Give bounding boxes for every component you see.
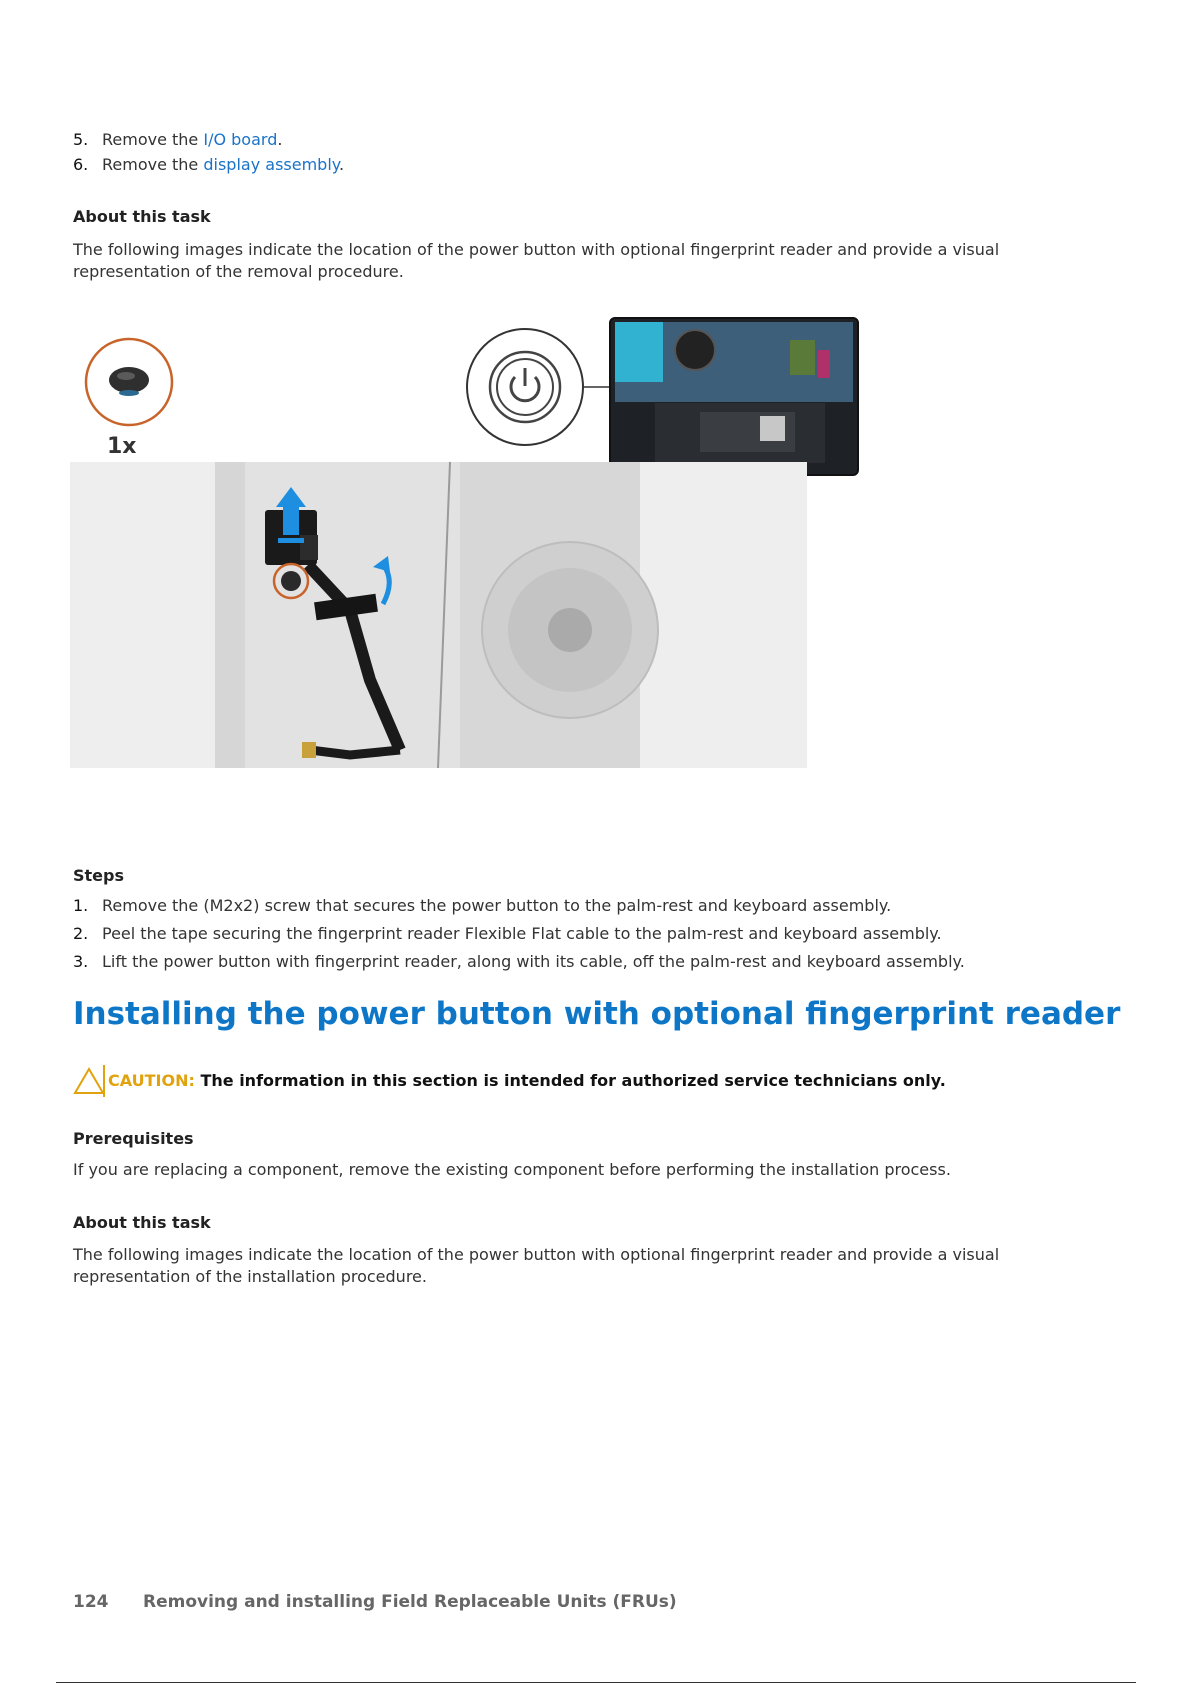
step-text: Remove the (M2x2) screw that secures the power button to the palm-rest and keyboard assembly. xyxy=(102,896,892,915)
caution-icon xyxy=(73,1063,107,1099)
display-assembly-link[interactable]: display assembly xyxy=(203,155,339,174)
caution-text: The information in this section is intended for authorized service technicians only. xyxy=(194,1071,946,1090)
step-number: 3. xyxy=(73,952,89,971)
step-number: 2. xyxy=(73,924,89,943)
screw-callout xyxy=(86,339,172,425)
palm-rest-photo xyxy=(70,462,807,768)
laptop-overview xyxy=(610,318,858,475)
section-title: Installing the power button with optional fingerprint reader xyxy=(73,996,1121,1032)
about-task-line: The following images indicate the location of the power button with optional fingerprint reader and provide a visual xyxy=(73,240,1000,259)
screw-count: 1x xyxy=(107,434,137,459)
footer-title: Removing and installing Field Replaceable Units (FRUs) xyxy=(143,1592,677,1612)
removal-figure xyxy=(70,310,870,830)
about-task-heading: About this task xyxy=(73,207,211,226)
step-number: 1. xyxy=(73,896,89,915)
power-icon xyxy=(467,329,620,445)
prerequisites-text: If you are replacing a component, remove the existing component before performing the installation process. xyxy=(73,1160,951,1179)
steps-heading: Steps xyxy=(73,866,124,885)
step-text: Lift the power button with fingerprint reader, along with its cable, off the palm-rest and keyboard assembly. xyxy=(102,952,965,971)
step-text: Remove the xyxy=(102,155,204,174)
step-text: Peel the tape securing the fingerprint reader Flexible Flat cable to the palm-rest and keyboard assembly. xyxy=(102,924,942,943)
step-suffix: . xyxy=(277,130,283,149)
io-board-link[interactable]: I/O board xyxy=(203,130,278,149)
page-number: 124 xyxy=(73,1592,109,1612)
about-install-text xyxy=(73,1244,999,1288)
step-number: 5. xyxy=(73,130,89,149)
about-install-line: representation of the installation procedure. xyxy=(73,1267,427,1286)
caution-note xyxy=(108,1071,946,1090)
step-suffix: . xyxy=(338,155,345,174)
about-task-text xyxy=(73,239,999,283)
about-task-line: representation of the removal procedure. xyxy=(73,262,404,281)
about-install-heading: About this task xyxy=(73,1213,211,1232)
footer-rule xyxy=(56,1682,1136,1683)
prerequisites-heading: Prerequisites xyxy=(73,1129,194,1148)
step-text: Remove the xyxy=(102,130,204,149)
caution-label: CAUTION: xyxy=(108,1071,195,1090)
step-number: 6. xyxy=(73,155,89,174)
about-install-line: The following images indicate the location of the power button with optional fingerprint reader and provide a visual xyxy=(73,1245,1000,1264)
